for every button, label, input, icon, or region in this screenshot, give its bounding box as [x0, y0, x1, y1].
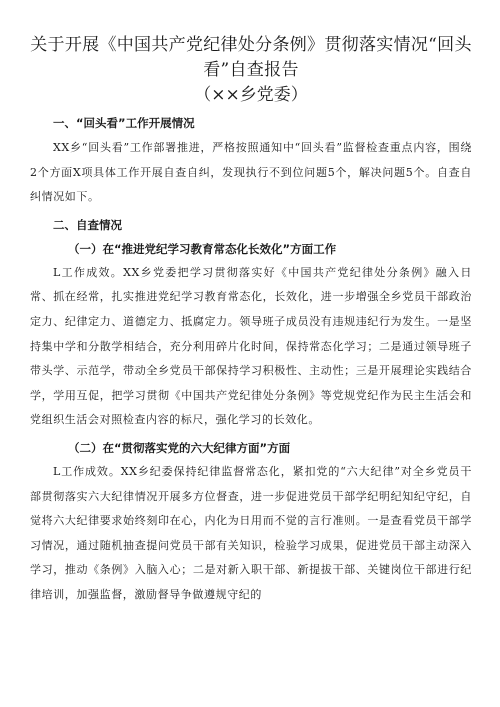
document-subtitle: （××乡党委） [194, 85, 308, 105]
document-title: 关于开展《中国共产党纪律处分条例》贯彻落实情况“回头看”自查报告 [30, 35, 472, 80]
section-2-heading: 二、自查情况 [53, 217, 122, 232]
subsection-1-paragraph: L工作成效。XX乡党委把学习贯彻落实好《中国共产党纪律处分条例》融入日常、抓在经常，扎实推进党纪学习教育常态化，长效化，进一步增强全乡党员干部政治定力、纪律定力、道德定力、抵腐定力。领导班子成员没有违规违纪行为发生。一是坚持集中学和分散学相结合，充分利用碎片化时间，保持常态化学习；二是通过领导班子带头学、示范学，带动全乡党员干部保持学习积极性、主动性；三是开展理论实践结合学，学用互促，把学习贯彻《中国共产党纪律处分条例》等党规党纪作为民主生活会和党组织生活会对照检查内容的标尺，强化学习的长效化。 [30, 265, 472, 427]
section-1-paragraph: XX乡“回头看”工作部署推进，严格按照通知中“回头看”监督检查重点内容，围绕2个方面X项具体工作开展自查自纠，发现执行不到位问题5个，解决问题5个。自查自纠情况如下。 [30, 141, 472, 204]
subsection-1-heading: （一）在“推进党纪学习教育常态化长效化”方面工作 [68, 241, 337, 256]
section-1-heading: 一、“回头看”工作开展情况 [53, 116, 195, 130]
subsection-2-paragraph: L工作成效。XX乡纪委保持纪律监督常态化，紧扣党的“六大纪律”对全乡党员干部贯彻落实六大纪律情况开展多方位督查，进一步促进党员干部学纪明纪知纪守纪，自觉将六大纪律要求始终刻印在心，内化为日用而不觉的言行准则。一是查看党员干部学习情况，通过随机抽查提问党员干部有关知识，检验学习成果，促进党员干部主动深入学习，推动《条例》入脑入心；二是对新入职干部、新提拔干部、关键岗位干部进行纪律培训，加强监督，激励督导争做遵规守纪的 [30, 464, 472, 601]
subsection-2-heading: （二）在“贯彻落实党的六大纪律方面”方面 [68, 440, 291, 455]
